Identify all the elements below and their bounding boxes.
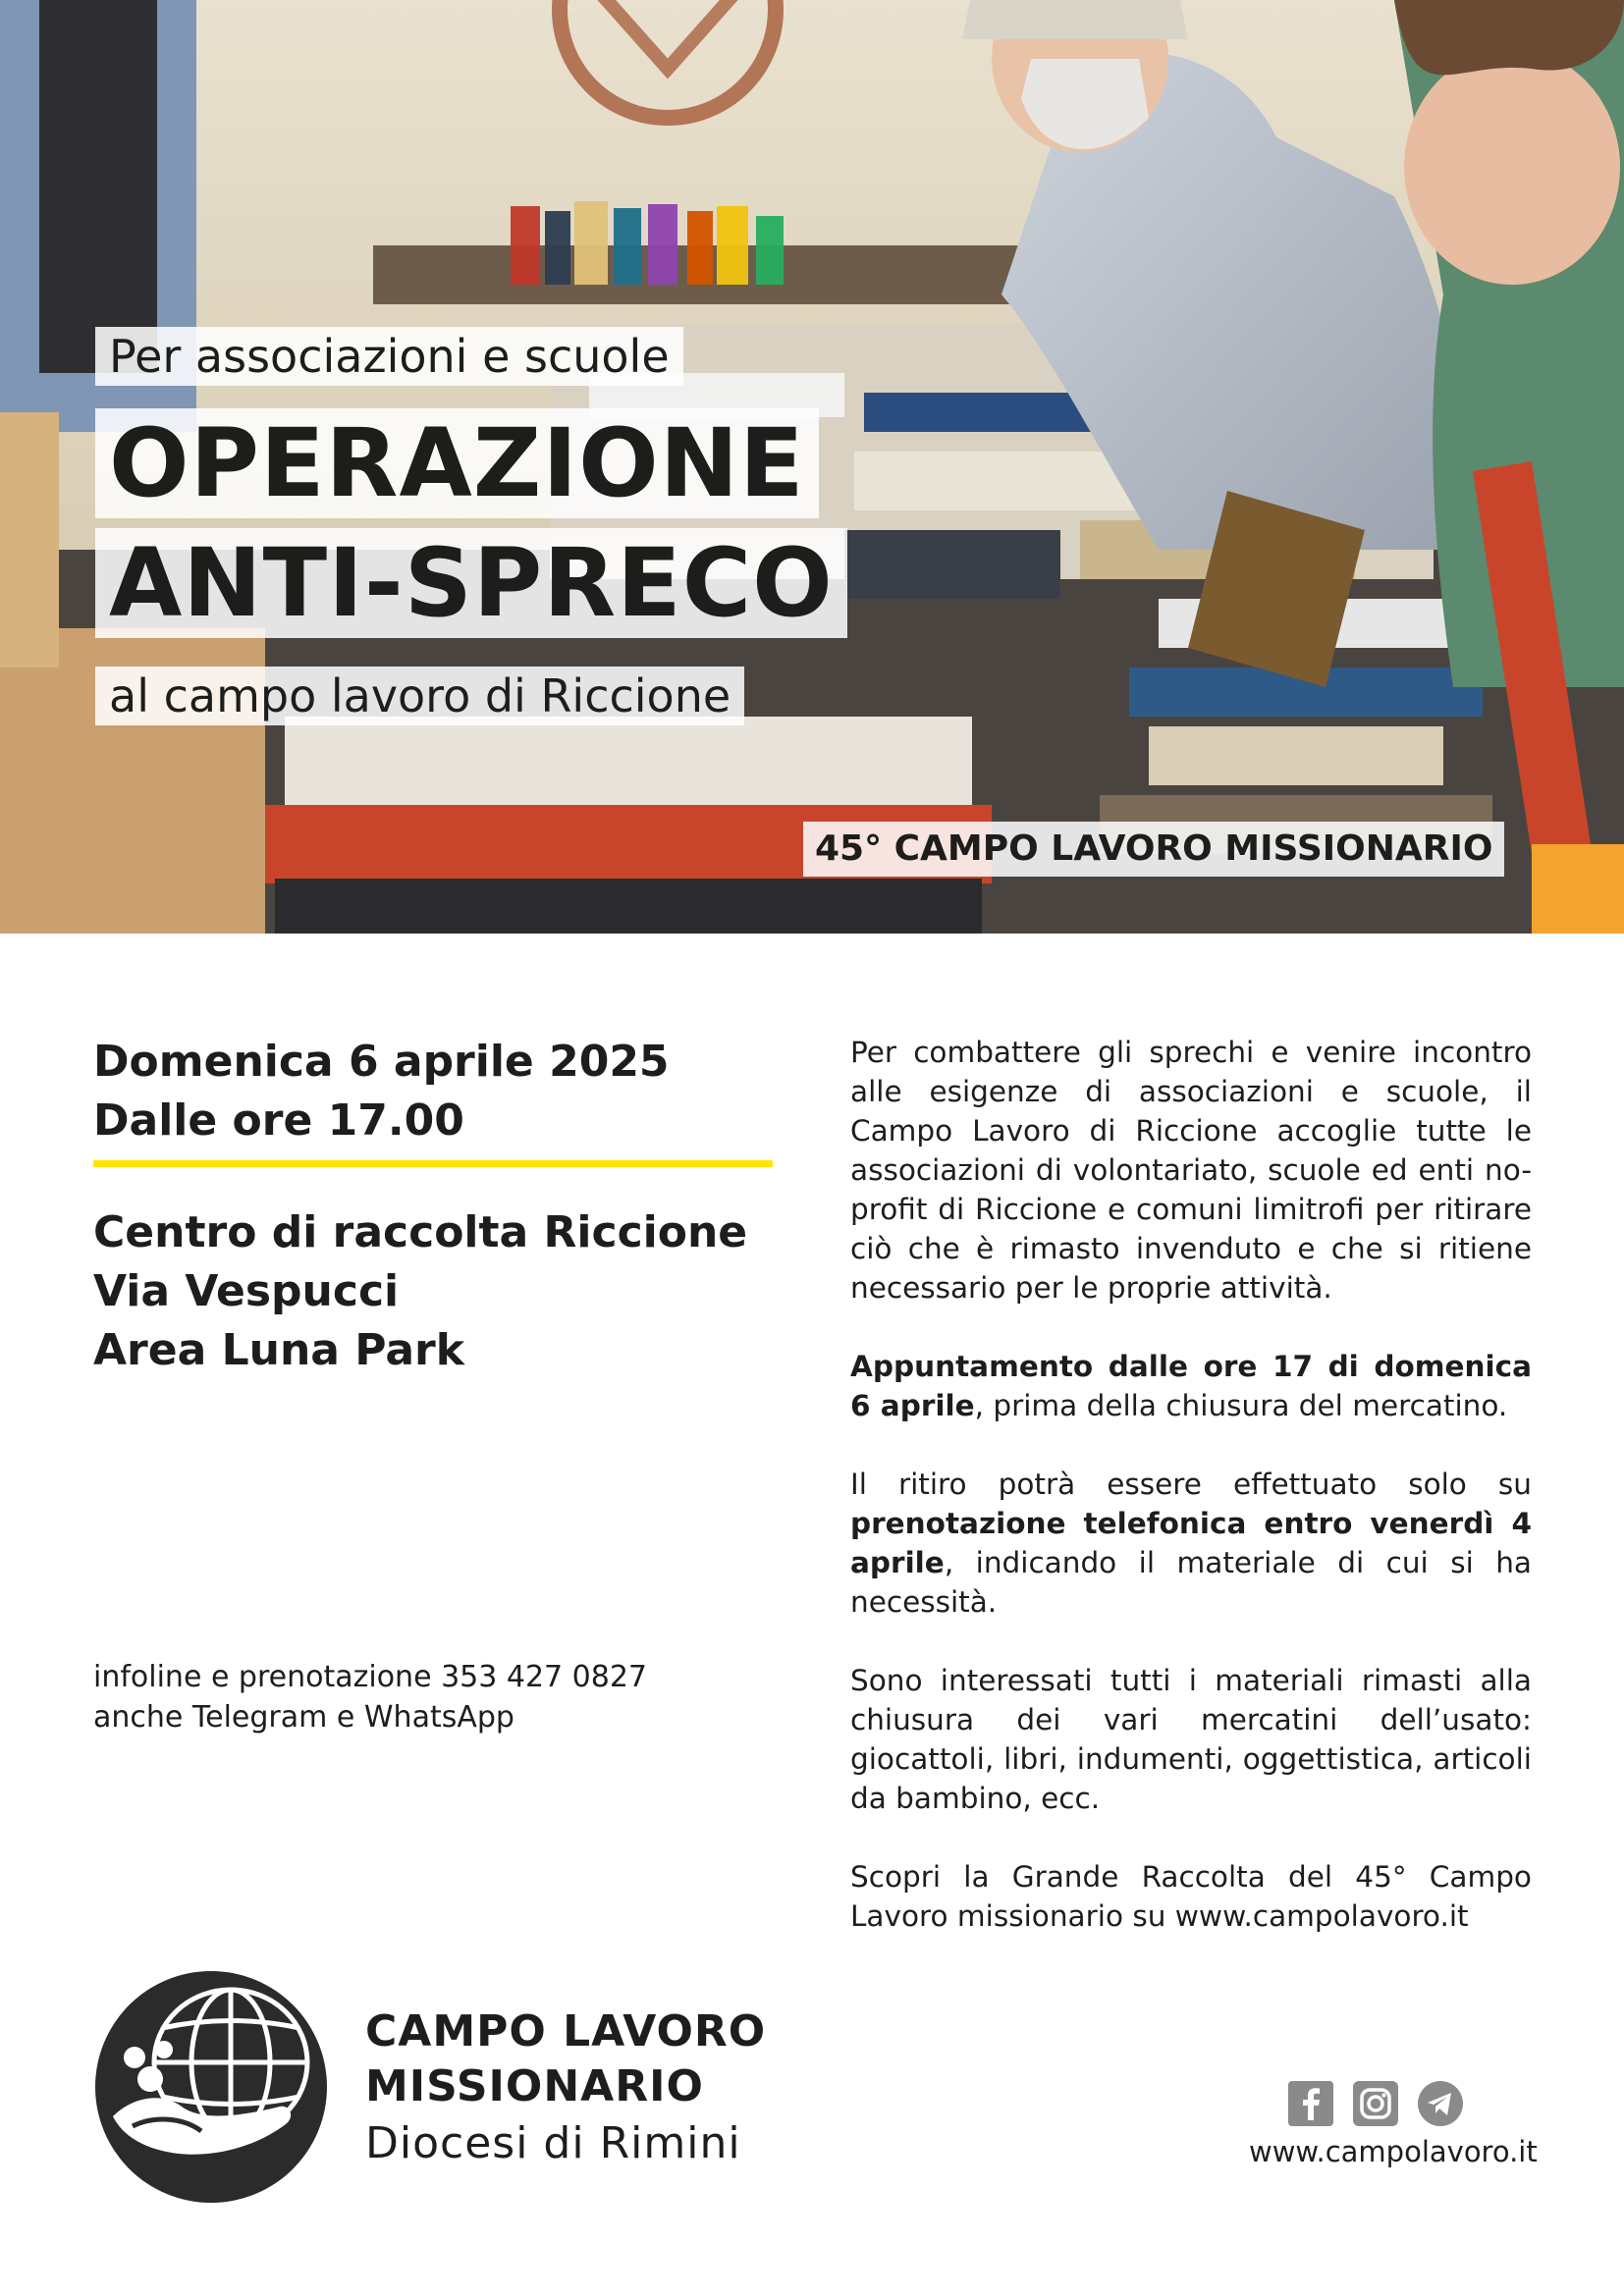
hero-photo: [0, 0, 1624, 934]
paragraph-5: Scopri la Grande Raccolta del 45° Campo Lavoro missionario su www.campolavoro.it: [850, 1860, 1532, 1933]
event-time: Dalle ore 17.00: [93, 1095, 464, 1146]
contact-info: [93, 1657, 647, 1737]
hero-badge: 45° CAMPO LAVORO MISSIONARIO: [803, 822, 1504, 877]
paragraph-1: Per combattere gli sprechi e venire incontro alle esigenze di associazioni e scuole, il Campo Lavoro di Riccione accoglie tutte le associazioni di volontariato, scuole ed enti no-profit di Riccione e comuni limitrofi per ritirare ciò che è rimasto invenduto e che si ritiene necessario per le proprie attività.: [850, 1036, 1532, 1305]
yellow-divider: [93, 1160, 773, 1167]
instagram-icon[interactable]: [1353, 2081, 1398, 2126]
paragraph-3: [850, 1465, 1532, 1622]
location-line1: Centro di raccolta Riccione: [93, 1207, 748, 1257]
hero-title-line1: OPERAZIONE: [95, 408, 819, 518]
paragraph-2-bold: Appuntamento dalle ore 17 di domenica 6 aprile: [850, 1350, 1532, 1422]
description: [850, 1033, 1532, 1975]
hero-title-line2: ANTI-SPRECO: [95, 528, 847, 638]
paragraph-2-rest: , prima della chiusura del mercatino.: [974, 1389, 1508, 1422]
paragraph-3-bold: prenotazione telefonica entro venerdì 4 aprile: [850, 1507, 1532, 1579]
org-line1: CAMPO LAVORO: [365, 2006, 767, 2056]
event-date: Domenica 6 aprile 2025: [93, 1037, 670, 1087]
paragraph-3-start: Il ritiro potrà essere effettuato solo su: [850, 1468, 1532, 1501]
hero-subtitle: Per associazioni e scuole: [95, 327, 683, 386]
organization-name: [365, 2004, 766, 2173]
org-line2: MISSIONARIO: [365, 2061, 704, 2111]
org-line3: Diocesi di Rimini: [365, 2118, 741, 2168]
globe-hands-logo-icon: [93, 1969, 329, 2205]
hero-place: al campo lavoro di Riccione: [95, 667, 744, 725]
facebook-icon[interactable]: [1288, 2081, 1333, 2126]
paragraph-4: Sono interessati tutti i materiali rimasti alla chiusura dei vari mercatini dell’usato: giocattoli, libri, indumenti, oggettistica, articoli da bambino, ecc.: [850, 1664, 1532, 1815]
paragraph-3-end: , indicando il materiale di cui si ha necessità.: [850, 1546, 1532, 1619]
social-links: [1288, 2081, 1463, 2126]
event-when: [93, 1033, 670, 1150]
event-location: [93, 1203, 747, 1380]
contact-line1: infoline e prenotazione 353 427 0827: [93, 1660, 648, 1694]
contact-line2: anche Telegram e WhatsApp: [93, 1700, 514, 1735]
telegram-icon[interactable]: [1418, 2081, 1463, 2126]
location-line3: Area Luna Park: [93, 1325, 465, 1375]
paragraph-2: [850, 1347, 1532, 1425]
location-line2: Via Vespucci: [93, 1266, 400, 1316]
website-link[interactable]: www.campolavoro.it: [1249, 2135, 1538, 2168]
